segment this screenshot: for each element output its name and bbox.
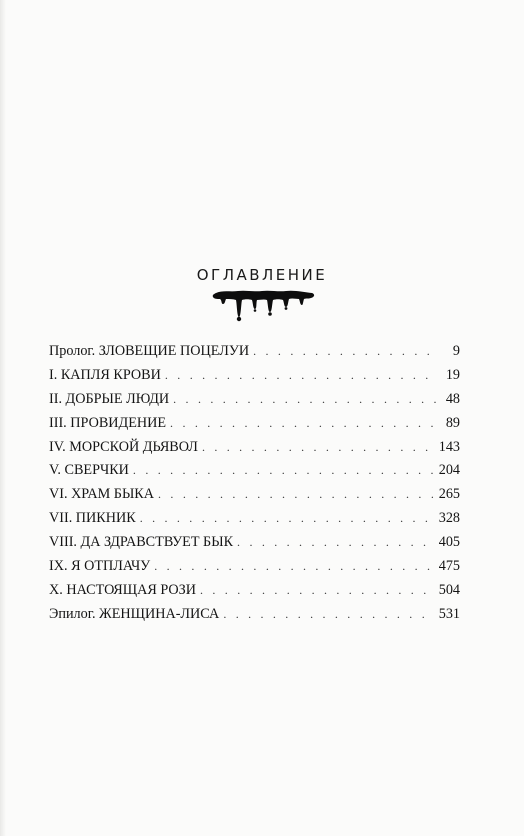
dot-leader xyxy=(133,459,433,483)
toc-entry-title: X. НАСТОЯЩАЯ РОЗИ xyxy=(49,581,196,598)
toc-entry-title: IX. Я ОТПЛАЧУ xyxy=(49,558,151,575)
toc-entry-title: VII. ПИКНИК xyxy=(49,510,136,527)
page-title: ОГЛАВЛЕНИЕ xyxy=(196,266,328,284)
toc-entry[interactable] xyxy=(49,340,460,364)
dot-leader xyxy=(158,483,433,507)
dot-leader xyxy=(237,531,433,555)
toc-entry-title: IV. МОРСКОЙ ДЬЯВОЛ xyxy=(49,438,198,455)
toc-entry-title: V. СВЕРЧКИ xyxy=(49,462,129,479)
toc-entry[interactable] xyxy=(49,483,460,507)
toc-entry-page: 48 xyxy=(445,390,460,407)
toc-entry-page: 9 xyxy=(452,343,460,359)
toc-entry-page: 265 xyxy=(438,486,460,503)
toc-entry-page: 143 xyxy=(438,438,460,455)
toc-entry-page: 475 xyxy=(438,558,460,575)
toc-entry-page: 204 xyxy=(438,462,460,479)
toc-entry-page: 504 xyxy=(438,581,460,598)
dot-leader xyxy=(200,579,433,603)
toc-entry[interactable] xyxy=(49,364,460,388)
toc-entry[interactable] xyxy=(49,507,460,531)
toc-entry[interactable] xyxy=(49,436,460,460)
toc-entry-title: VIII. ДА ЗДРАВСТВУЕТ БЫК xyxy=(49,534,234,551)
toc-entry-title: I. КАПЛЯ КРОВИ xyxy=(49,366,161,383)
dot-leader xyxy=(165,364,436,388)
toc-entry-title: Пролог. ЗЛОВЕЩИЕ ПОЦЕЛУИ xyxy=(49,343,250,359)
dot-leader xyxy=(170,412,436,436)
toc-entry-page: 531 xyxy=(438,605,460,622)
toc-entry[interactable] xyxy=(49,412,460,436)
toc-entry-page: 89 xyxy=(445,414,460,431)
toc-entry[interactable] xyxy=(49,531,460,555)
toc-entry[interactable] xyxy=(49,603,460,627)
table-of-contents xyxy=(49,340,460,627)
toc-entry[interactable] xyxy=(49,388,460,412)
toc-entry-page: 328 xyxy=(438,510,460,527)
toc-entry-title: II. ДОБРЫЕ ЛЮДИ xyxy=(49,390,170,407)
dot-leader xyxy=(253,340,436,364)
toc-entry[interactable] xyxy=(49,459,460,483)
toc-entry[interactable] xyxy=(49,555,460,579)
toc-entry-page: 405 xyxy=(438,534,460,551)
dot-leader xyxy=(223,603,432,627)
blood-drip-icon xyxy=(212,290,316,322)
toc-entry-title: VI. ХРАМ БЫКА xyxy=(49,486,155,503)
page-edge-shadow xyxy=(0,0,6,836)
toc-entry-title: III. ПРОВИДЕНИЕ xyxy=(49,414,167,431)
toc-entry-page: 19 xyxy=(445,366,460,383)
dot-leader xyxy=(173,388,436,412)
toc-entry[interactable] xyxy=(49,579,460,603)
dot-leader xyxy=(154,555,433,579)
dot-leader xyxy=(202,436,433,460)
dot-leader xyxy=(140,507,433,531)
toc-entry-title: Эпилог. ЖЕНЩИНА-ЛИСА xyxy=(49,605,220,622)
